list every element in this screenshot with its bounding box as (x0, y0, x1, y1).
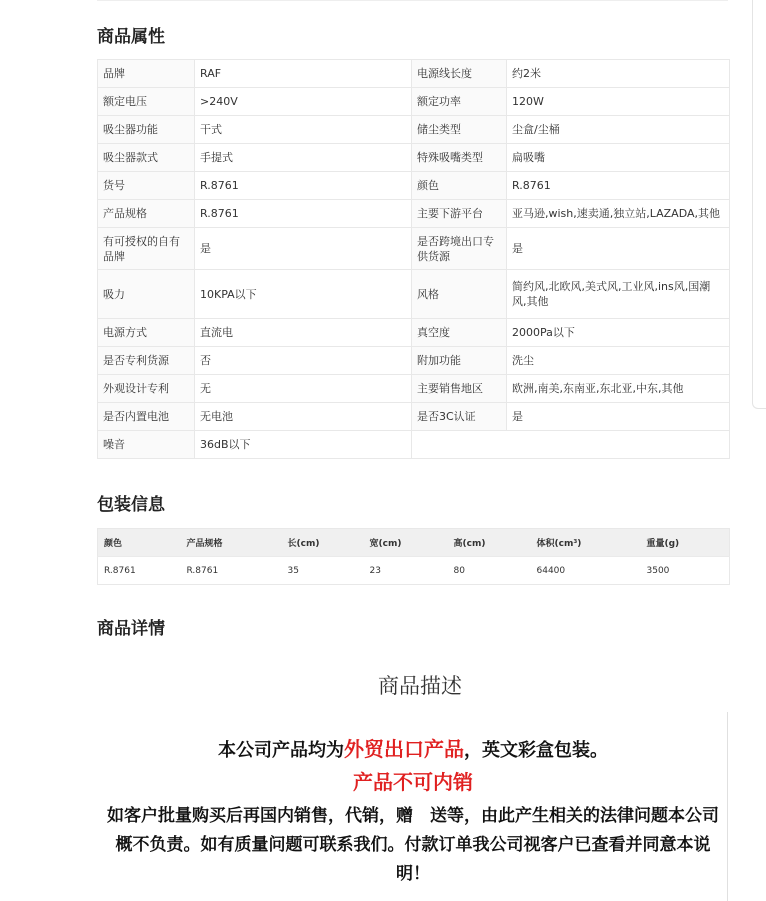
description-heading: 商品描述 (378, 674, 462, 698)
top-divider (97, 0, 728, 1)
attr-value: 是 (507, 228, 730, 270)
details-section-title: 商品详情 (97, 619, 165, 639)
attr-value: 否 (195, 347, 412, 375)
package-cell: 35 (282, 557, 364, 585)
attr-key: 货号 (98, 172, 195, 200)
attr-value: 120W (507, 88, 730, 116)
attr-value: 简约风,北欧风,美式风,工业风,ins风,国潮风,其他 (507, 270, 730, 319)
table-row (98, 319, 730, 347)
table-row (98, 431, 730, 459)
attr-key: 噪音 (98, 431, 195, 459)
scrollbar[interactable] (752, 0, 766, 409)
attr-key: 外观设计专利 (98, 375, 195, 403)
table-row (98, 144, 730, 172)
attr-value: 扁吸嘴 (507, 144, 730, 172)
table-row (98, 375, 730, 403)
table-row (98, 228, 730, 270)
attr-key: 是否跨境出口专供货源 (412, 228, 507, 270)
attr-value: R.8761 (195, 200, 412, 228)
attr-value: 亚马逊,wish,速卖通,独立站,LAZADA,其他 (507, 200, 730, 228)
package-header: 高(cm) (448, 529, 531, 557)
attr-value: 是 (507, 403, 730, 431)
attr-value: >240V (195, 88, 412, 116)
package-table (97, 528, 730, 585)
table-row (98, 270, 730, 319)
attr-value: R.8761 (507, 172, 730, 200)
attributes-section-title: 商品属性 (97, 27, 165, 47)
package-header: 体积(cm³) (531, 529, 641, 557)
package-header: 重量(g) (641, 529, 730, 557)
notice-highlight: 外贸出口产品 (344, 737, 464, 761)
package-header: 颜色 (98, 529, 181, 557)
attr-value: 36dB以下 (195, 431, 412, 459)
attr-key: 风格 (412, 270, 507, 319)
package-cell: R.8761 (181, 557, 282, 585)
notice-line-export (97, 737, 729, 763)
attr-value: 无电池 (195, 403, 412, 431)
attr-key: 额定电压 (98, 88, 195, 116)
attr-key: 电源线长度 (412, 60, 507, 88)
attr-key: 电源方式 (98, 319, 195, 347)
attr-key: 真空度 (412, 319, 507, 347)
attr-key: 是否专利货源 (98, 347, 195, 375)
attr-value: R.8761 (195, 172, 412, 200)
attr-key: 是否内置电池 (98, 403, 195, 431)
attr-value: 2000Pa以下 (507, 319, 730, 347)
attr-value: 手提式 (195, 144, 412, 172)
attr-value: 尘盒/尘桶 (507, 116, 730, 144)
attr-key: 吸尘器款式 (98, 144, 195, 172)
package-cell: 80 (448, 557, 531, 585)
table-row (98, 200, 730, 228)
attr-key: 颜色 (412, 172, 507, 200)
attr-key: 主要下游平台 (412, 200, 507, 228)
attr-value: 直流电 (195, 319, 412, 347)
attr-value: 无 (195, 375, 412, 403)
attr-value: 干式 (195, 116, 412, 144)
attr-value: 约2米 (507, 60, 730, 88)
attr-value: 是 (195, 228, 412, 270)
package-header: 产品规格 (181, 529, 282, 557)
notice-line-disclaimer: 如客户批量购买后再国内销售，代销，赠 送等，由此产生相关的法律问题本公司概不负责。如有质量问题可联系我们。付款订单我公司视客户已查看并同意本说明！ (107, 806, 719, 884)
attr-key: 吸尘器功能 (98, 116, 195, 144)
package-cell: 64400 (531, 557, 641, 585)
package-section-title: 包装信息 (97, 495, 165, 515)
attr-key: 吸力 (98, 270, 195, 319)
attr-key: 主要销售地区 (412, 375, 507, 403)
attr-value: RAF (195, 60, 412, 88)
package-header-row (98, 529, 730, 557)
attr-key: 品牌 (98, 60, 195, 88)
table-row (98, 172, 730, 200)
package-cell: 3500 (641, 557, 730, 585)
package-cell: 23 (364, 557, 448, 585)
table-row (98, 88, 730, 116)
notice-text: ，英文彩盒包装。 (464, 740, 608, 761)
attr-key: 特殊吸嘴类型 (412, 144, 507, 172)
table-row (98, 60, 730, 88)
attr-key: 额定功率 (412, 88, 507, 116)
attr-value: 欧洲,南美,东南亚,东北亚,中东,其他 (507, 375, 730, 403)
package-header: 宽(cm) (364, 529, 448, 557)
attr-key: 附加功能 (412, 347, 507, 375)
attr-key: 储尘类型 (412, 116, 507, 144)
table-row (98, 116, 730, 144)
attr-key: 有可授权的自有品牌 (98, 228, 195, 270)
table-row (98, 557, 730, 585)
attr-key: 是否3C认证 (412, 403, 507, 431)
attr-empty-cell (412, 431, 730, 459)
attr-value: 洗尘 (507, 347, 730, 375)
table-row (98, 403, 730, 431)
table-row (98, 347, 730, 375)
attr-value: 10KPA以下 (195, 270, 412, 319)
notice-text: 本公司产品均为 (218, 740, 344, 761)
attributes-table (97, 59, 730, 459)
package-header: 长(cm) (282, 529, 364, 557)
package-cell: R.8761 (98, 557, 181, 585)
attr-key: 产品规格 (98, 200, 195, 228)
notice-line-no-domestic: 产品不可内销 (353, 770, 473, 794)
